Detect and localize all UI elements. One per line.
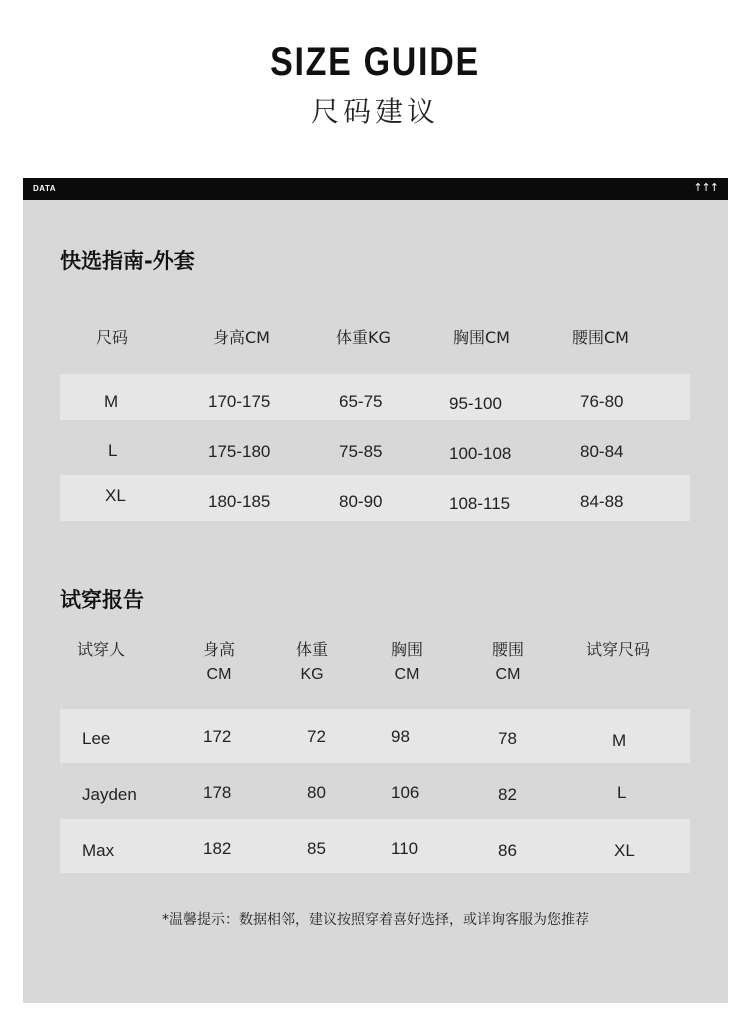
fit-report-header-chest: 胸围 CM (390, 640, 423, 683)
table-cell: 78 (498, 729, 517, 748)
table-cell: 178 (203, 783, 232, 802)
table-row-band (60, 819, 690, 873)
table-cell: 80-84 (580, 442, 624, 461)
table-cell: XL (614, 841, 635, 860)
table-cell: L (617, 783, 627, 802)
table-cell: 110 (391, 839, 419, 858)
table-cell: 84-88 (580, 492, 624, 511)
table-cell: Jayden (82, 785, 137, 804)
table-cell: 98 (391, 727, 410, 746)
table-cell: XL (105, 486, 126, 505)
table-cell: L (108, 441, 118, 460)
quick-guide-header-chest: 胸围CM (453, 328, 510, 347)
table-cell: 95-100 (449, 394, 502, 413)
table-cell: 75-85 (339, 442, 383, 461)
table-cell: 170-175 (208, 392, 271, 411)
table-cell: 65-75 (339, 392, 383, 411)
size-data-panel (23, 178, 728, 1003)
page-subtitle: 尺码建议 (310, 95, 439, 128)
table-cell: 86 (498, 841, 517, 860)
page-title: SIZE GUIDE (270, 40, 480, 84)
table-cell: 108-115 (449, 494, 511, 513)
table-cell: M (104, 392, 119, 411)
quick-guide-header-size: 尺码 (96, 328, 129, 347)
table-cell: 172 (203, 727, 232, 746)
table-cell: 85 (307, 839, 326, 858)
quick-guide-header-waist: 腰围CM (572, 328, 629, 347)
table-cell: 82 (498, 785, 517, 804)
table-row-band (60, 709, 690, 763)
table-cell: 180-185 (208, 492, 271, 511)
table-cell: M (612, 731, 627, 750)
quick-guide-title: 快选指南-外套 (60, 249, 195, 273)
fit-report-header-waist: 腰围 CM (491, 640, 524, 683)
tip-note: *温馨提示：数据相邻，建议按照穿着喜好选择，或详询客服为您推荐 (162, 912, 589, 928)
table-cell: 72 (307, 727, 326, 746)
table-cell: Max (82, 841, 115, 860)
fit-report-header-weight: 体重 KG (295, 640, 328, 683)
up-arrows-icon: ↑↑↑ (693, 181, 718, 194)
fit-report-header-fit-size: 试穿尺码 (585, 640, 650, 659)
table-cell: 80 (307, 783, 326, 802)
quick-guide-header-height: 身高CM (213, 328, 270, 347)
table-cell: 175-180 (208, 442, 271, 461)
fit-report-header-tester: 试穿人 (76, 640, 125, 659)
table-cell: Lee (82, 729, 111, 748)
table-cell: 76-80 (580, 392, 624, 411)
table-cell: 106 (391, 783, 420, 802)
quick-guide-header-weight: 体重KG (336, 328, 391, 347)
table-cell: 100-108 (449, 444, 512, 463)
table-cell: 182 (203, 839, 232, 858)
fit-report-title: 试穿报告 (60, 588, 144, 612)
fit-report-header-height: 身高 CM (202, 640, 235, 683)
data-bar (23, 178, 728, 200)
data-label: DATA (33, 184, 57, 193)
table-cell: 80-90 (339, 492, 383, 511)
